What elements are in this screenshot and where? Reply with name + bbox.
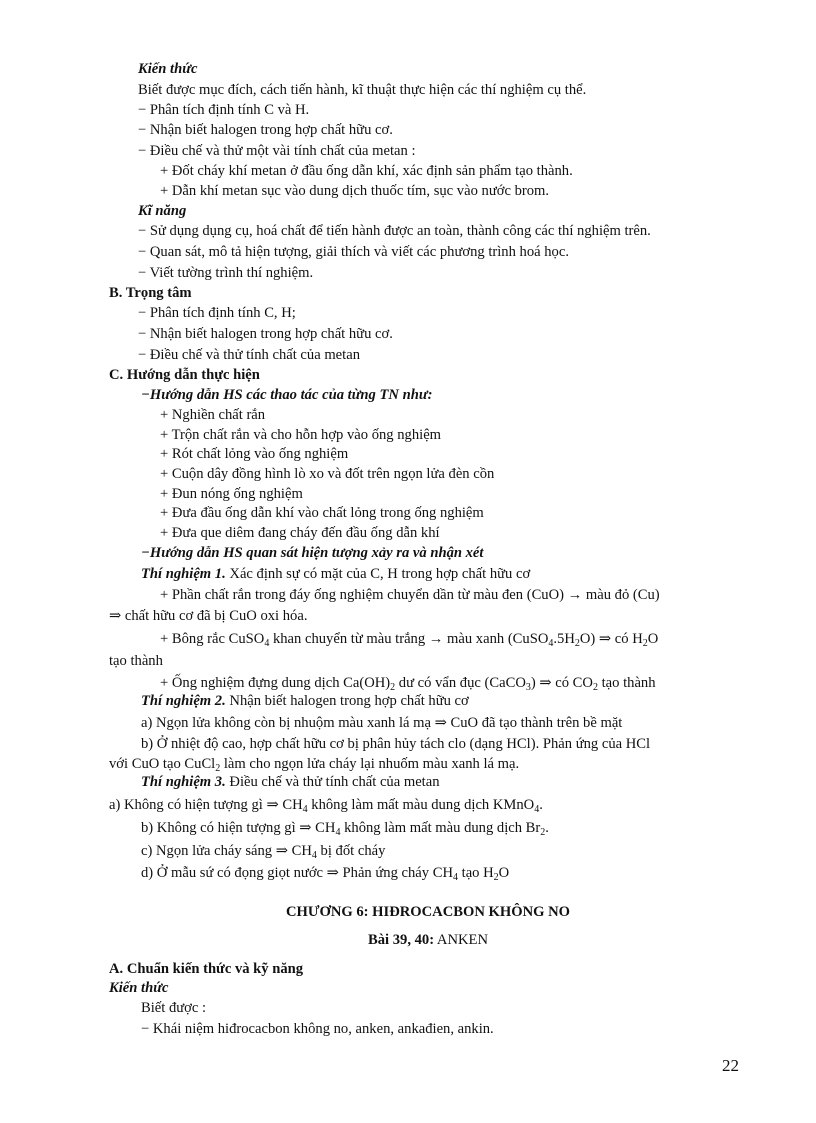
text-line: + Nghiền chất rắn bbox=[160, 407, 266, 423]
text-line: C. Hướng dẫn thực hiện bbox=[109, 367, 260, 383]
text-line: Biết được : bbox=[141, 1000, 207, 1016]
lesson-name: ANKEN bbox=[434, 932, 488, 948]
text-line: + Phần chất rắn trong đáy ống nghiệm chuyển dần từ màu đen (CuO) → màu đỏ (Cu) bbox=[160, 587, 660, 603]
text-line: − Quan sát, mô tả hiện tượng, giải thích và viết các phương trình hoá học. bbox=[138, 244, 569, 260]
text-line: A. Chuẩn kiến thức và kỹ năng bbox=[109, 961, 304, 977]
lesson-number: Bài 39, 40: bbox=[368, 932, 435, 948]
text-line: B. Trọng tâm bbox=[109, 285, 192, 301]
text-line: + Cuộn dây đồng hình lò xo và đốt trên ngọn lửa đèn cồn bbox=[160, 466, 495, 482]
text-line: a) Không có hiện tượng gì ⇒ $CH_4$ không làm mất màu dung dịch KMnO$_4$. bbox=[109, 797, 543, 815]
text-line: + Bông rắc CuSO$_4$ khan chuyển từ màu trắng → màu xanh $(CuSO_4.5H_2O)$ ⇒ có $H_2O$ bbox=[160, 631, 659, 649]
text-line: + Trộn chất rắn và cho hỗn hợp vào ống nghiệm bbox=[160, 427, 442, 443]
text-line: b) Ở nhiệt độ cao, hợp chất hữu cơ bị phân hủy tách clo (dạng HCl). Phản ứng của HCl bbox=[141, 736, 651, 752]
text-line: − Điều chế và thử tính chất của metan bbox=[138, 347, 360, 363]
text-line: tạo thành bbox=[109, 653, 163, 669]
lesson-title bbox=[0, 931, 816, 949]
text-line: với CuO tạo CuCl$_2$ làm cho ngọn lửa cháy lại nhuốm màu xanh lá mạ. bbox=[109, 756, 520, 774]
text-line: + Đun nóng ống nghiệm bbox=[160, 486, 303, 502]
text-line: − Điều chế và thử một vài tính chất của metan : bbox=[138, 143, 416, 159]
text-line: − Phân tích định tính C, H; bbox=[138, 305, 296, 321]
text-line: − Sử dụng dụng cụ, hoá chất để tiến hành được an toàn, thành công các thí nghiệm trên. bbox=[138, 223, 651, 239]
chapter-title: CHƯƠNG 6: HIĐROCACBON KHÔNG NO bbox=[285, 904, 571, 920]
text-line: − Phân tích định tính C và H. bbox=[138, 102, 310, 118]
text-line: b) Không có hiện tượng gì ⇒ $CH_4$ không làm mất màu dung dịch $Br_2$. bbox=[141, 820, 549, 838]
text-line: Thí nghiệm 2. Nhận biết halogen trong hợp chất hữu cơ bbox=[141, 693, 469, 709]
text-line: − Nhận biết halogen trong hợp chất hữu cơ. bbox=[138, 326, 393, 342]
text-line: − Khái niệm hiđrocacbon không no, anken, ankađien, ankin. bbox=[141, 1021, 494, 1037]
text-line: Kiến thức bbox=[109, 980, 169, 996]
text-line: Kiến thức bbox=[138, 61, 198, 77]
text-line: + Đưa đầu ống dẫn khí vào chất lỏng trong ống nghiệm bbox=[160, 505, 484, 521]
text-line: a) Ngọn lửa không còn bị nhuộm màu xanh lá mạ ⇒ CuO đã tạo thành trên bề mặt bbox=[141, 715, 623, 731]
text-line: + Ống nghiệm đựng dung dịch $Ca(OH)_2$ dư có vẩn đục (CaCO$_3$) ⇒ có $CO_2$ tạo thành bbox=[160, 675, 656, 693]
text-line: Thí nghiệm 3. Điều chế và thử tính chất của metan bbox=[141, 774, 440, 790]
text-line: − Nhận biết halogen trong hợp chất hữu cơ. bbox=[138, 122, 393, 138]
text-line: + Dẫn khí metan sục vào dung dịch thuốc tím, sục vào nước brom. bbox=[160, 183, 550, 199]
text-line: c) Ngọn lửa cháy sáng ⇒ $CH_4$ bị đốt cháy bbox=[141, 843, 386, 861]
text-line: + Đưa que diêm đang cháy đến đầu ống dẫn khí bbox=[160, 525, 440, 541]
text-line: Kĩ năng bbox=[138, 203, 187, 219]
text-line: + Rót chất lỏng vào ống nghiệm bbox=[160, 446, 349, 462]
text-line: −Hướng dẫn HS quan sát hiện tượng xảy ra và nhận xét bbox=[141, 545, 484, 561]
text-line: ⇒ chất hữu cơ đã bị CuO oxi hóa. bbox=[109, 608, 308, 624]
text-line: d) Ở mẫu sứ có đọng giọt nước ⇒ Phản ứng cháy $CH_4$ tạo $H_2O$ bbox=[141, 865, 510, 883]
text-line: Biết được mục đích, cách tiến hành, kĩ thuật thực hiện các thí nghiệm cụ thể. bbox=[138, 82, 587, 98]
text-line: + Đốt cháy khí metan ở đầu ống dẫn khí, xác định sản phẩm tạo thành. bbox=[160, 163, 573, 179]
text-line: − Viết tường trình thí nghiệm. bbox=[138, 265, 314, 281]
text-line: Thí nghiệm 1. Xác định sự có mặt của C, H trong hợp chất hữu cơ bbox=[141, 566, 531, 582]
text-line: −Hướng dẫn HS các thao tác của từng TN như: bbox=[141, 387, 433, 403]
page-number: 22 bbox=[722, 1056, 739, 1075]
